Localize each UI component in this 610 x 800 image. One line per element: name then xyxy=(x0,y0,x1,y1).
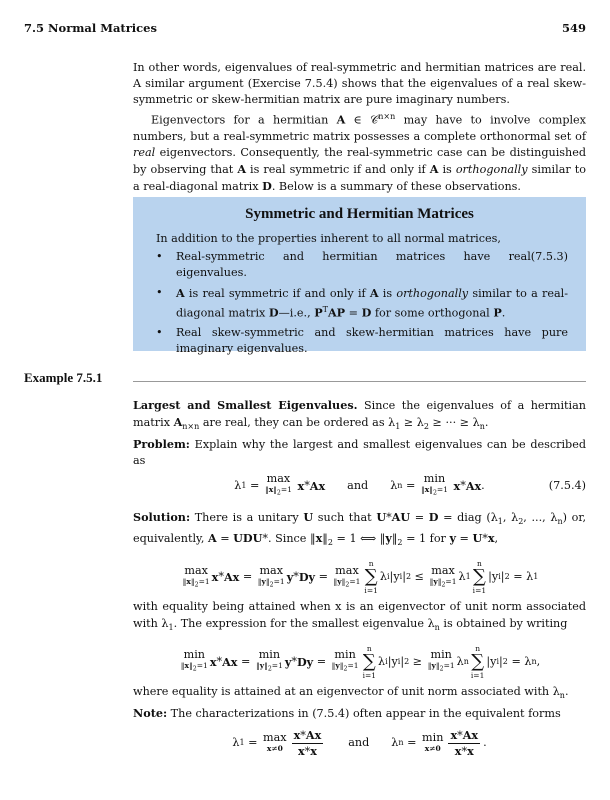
after-max-text: with equality being attained when x is an eigenvector of unit norm associated with $\lambda_1$. The expression for the smallest eigenvalue $\lambda_n$ is obtained by writing xyxy=(133,600,586,632)
list-item: • (7.5.3) Real-symmetric and hermitian matrices have real eigenvalues. xyxy=(156,250,568,280)
box-intro: In addition to the properties inherent to all normal matrices, xyxy=(156,232,501,245)
example-heading: Largest and Smallest Eigenvalues. Since the eigenvalues of a hermitian matrix $A_{n\times n}$ are real, they can be ordered as $\lambda_1 \ge \lambda_2$ ≥ ··· ≥ $\lambda_n$. xyxy=(133,398,586,432)
example-rule xyxy=(133,381,586,382)
intro-paragraph-1: In other words, eigenvalues of real-symmetric and hermitian matrices are real. A similar argument (Exercise 7.5.4) shows that the eigenvalues of a real skew-symmetric or skew-hermitian matrix are pure imaginary numbers. xyxy=(133,61,586,107)
box-title: Symmetric and Hermitian Matrices xyxy=(245,206,474,222)
box-list xyxy=(156,249,568,357)
rayleigh-quotient-forms: λ 1 = max x≠0 $\frac{x*Ax}{x*x}$ and λ n = min x≠0 $\frac{x*Ax}{x*x}$ . xyxy=(232,727,487,758)
equation-number: (7.5.4) xyxy=(548,478,586,492)
intro-paragraph-2: Eigenvectors for a hermitian A ∈ 𝒞$^{n\times n}$ may have to involve complex numbers, but a real-symmetric matrix possesses a complete orthonormal set of real eigenvectors. Consequently, the real-symmetric case can be distinguished by observing that A is real symmetric if and only if A is orthogonally similar to a real-diagonal matrix D. Below is a summary of these observations. xyxy=(133,111,586,194)
list-item: • A is real symmetric if and only if A is orthogonally similar to a real-diagonal matrix D—i.e., $P^TAP = D$ for some orthogonal P. xyxy=(156,285,569,320)
page-number: 549 xyxy=(561,21,586,35)
min-derivation: min $‖x‖_2=1$ x * Ax = min $‖y‖_2=1$ y * Dy = min $‖y‖_2=1$ n ∑ i=1 λ i |y i | 2 ≥ min $‖y‖_2=1$ λ n n ∑ i=1 |y i | 2 = λ n , xyxy=(180,644,541,681)
example-label: Example 7.5.1 xyxy=(24,370,103,385)
solution-text: Solution: There is a unitary U such that U*AU = D = diag ($\lambda_1$, $\lambda_2$, ..., $\lambda_n$) or, equivalently, A = UDU*. Since $‖x‖_2 = 1$ ⟺ $‖y‖_2 = 1$ for y = U*x, xyxy=(133,509,587,548)
problem-statement: Problem: Explain why the largest and smallest eigenvalues can be described as xyxy=(133,436,586,467)
list-item: • Real skew-symmetric and skew-hermitian matrices have pure imaginary eigenvalues. xyxy=(156,325,568,355)
example-body xyxy=(133,397,586,763)
intro-text xyxy=(133,60,586,195)
running-head xyxy=(24,21,586,35)
max-derivation: max $‖x‖_2=1$ x * Ax = max $‖y‖_2=1$ y * Dy = max $‖y‖_2=1$ n ∑ i=1 λ i |y i | 2 ≤ max $‖y‖_2=1$ λ 1 n ∑ i=1 |y i | 2 = λ 1 xyxy=(182,559,539,596)
section-title: 7.5 Normal Matrices xyxy=(24,21,157,35)
equation-7-5-4: λ 1 = max $‖x‖_2=1$ x * Ax and λ n = min $‖x‖_2=1$ x * Ax . (7.5.4) xyxy=(234,472,586,497)
equation-tag: (7.5.3) xyxy=(530,250,568,264)
summary-box xyxy=(133,197,586,355)
after-min-text: where equality is attained at an eigenvector of unit norm associated with $\lambda_n$. Note: The characterizations in (7.5.4) often appear in the equivalent forms xyxy=(133,685,569,720)
